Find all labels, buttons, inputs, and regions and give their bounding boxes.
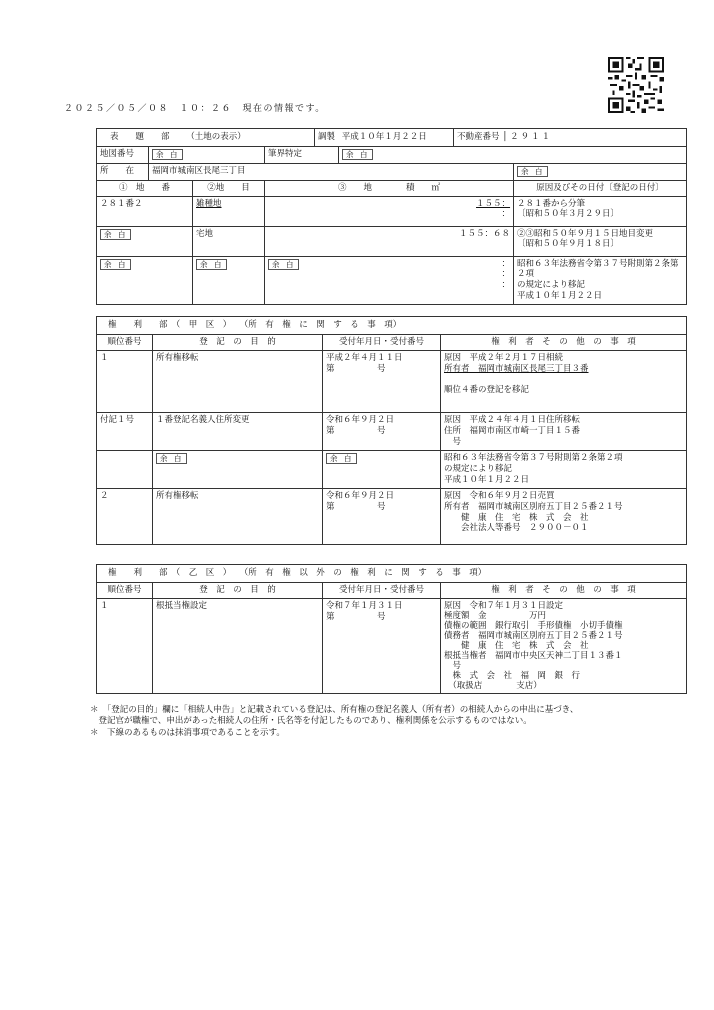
qr-code	[608, 57, 664, 113]
kouku-row2-mokuteki: １番登記名義人住所変更	[153, 412, 323, 450]
row2-chimoku: 宅地	[193, 226, 265, 256]
kouku-row4-uketsuke: 令和６年９月２日 第 号	[323, 488, 441, 544]
footnote-1b: 登記官が職権で、申出があった相続人の住所・氏名等を付記したものであり、権利関係を公示するものではない。	[90, 716, 532, 727]
row2-genin: ②③昭和５０年９月１５日地目変更 〔昭和５０年９月１８日〕	[514, 226, 687, 256]
kouku-row4-mokuteki: 所有権移転	[153, 488, 323, 544]
footnote-2: ＊ 下線のあるものは抹消事項であることを示す。	[90, 727, 285, 738]
hikkai-label: 筆界特定	[265, 146, 339, 163]
kouku-row3-mokuteki: 余 白	[153, 450, 323, 488]
kouku-row2-kenrisha: 原因 平成２４年４月１日住所移転 住所 福岡市南区市崎一丁目１５番 号	[441, 412, 687, 450]
kouku-col-mokuteki: 登 記 の 目 的	[153, 334, 323, 350]
otsuku-row1-mokuteki: 根抵当権設定	[153, 598, 323, 693]
chosei-cell: 調製 平成１０年１月２２日	[315, 129, 454, 147]
col-chimoku: ②地 目	[193, 180, 265, 196]
row3-chiban: 余 白	[97, 256, 193, 305]
kouku-section-table	[96, 316, 687, 545]
col-chiban: ① 地 番	[97, 180, 193, 196]
col-chiseki: ③ 地 積 ㎡	[265, 180, 514, 196]
kouku-row2-uketsuke: 令和６年９月２日 第 号	[323, 412, 441, 450]
kouku-col-uketsuke: 受付年月日・受付番号	[323, 334, 441, 350]
row1-chimoku: 雑種地	[193, 196, 265, 226]
otsuku-section-table	[96, 564, 687, 694]
otsuku-col-kenrisha: 権 利 者 そ の 他 の 事 項	[441, 582, 687, 598]
kouku-row3-uketsuke: 余 白	[323, 450, 441, 488]
otsuku-row1-uketsuke: 令和７年１月３１日 第 号	[323, 598, 441, 693]
kouku-row3-junni	[97, 450, 153, 488]
shozai-label: 所 在	[97, 163, 149, 180]
row3-genin: 昭和６３年法務省令第３７号附則第２条第２項 の規定により移記 平成１０年１月２２日	[514, 256, 687, 305]
kouku-row4-junni: ２	[97, 488, 153, 544]
otsuku-col-uketsuke: 受付年月日・受付番号	[323, 582, 441, 598]
fudosan-number-cell: 不動産番号 │ ２９１１	[454, 129, 687, 147]
kouku-row1-kenrisha: 原因 平成２年２月１７日相続 所有者 福岡市城南区長尾三丁目３番 順位４番の登記を移記	[441, 350, 687, 412]
otsuku-row1-kenrisha: 原因 令和７年１月３１日設定 極度額 金 万円 債権の範囲 銀行取引 手形債権 小切手債権 債務者 福岡市城南区別府五丁目２５番２１号 健 康 住 宅 株 式 会 社 根抵当権者 福岡市中央区天神二丁目１３番１ 号 株 式 会 社 福 岡 銀 行 （取扱店 支店）	[441, 598, 687, 693]
otsuku-header: 権 利 部 （ 乙 区 ） （所 有 権 以 外 の 権 利 に 関 す る 事 項）	[97, 565, 687, 583]
kouku-row3-kenrisha: 昭和６３年法務省令第３７号附則第２条第２項 の規定により移記 平成１０年１月２２日	[441, 450, 687, 488]
row1-chiseki: １５５： ：	[265, 196, 514, 226]
title-section-header: 表 題 部 （土地の表示）	[97, 129, 315, 147]
otsuku-row1-junni: １	[97, 598, 153, 693]
kouku-col-kenrisha: 権 利 者 そ の 他 の 事 項	[441, 334, 687, 350]
otsuku-col-mokuteki: 登 記 の 目 的	[153, 582, 323, 598]
footnote-1a: ＊ 「登記の目的」欄に「相続人申告」と記載されている登記は、所有権の登記名義人（所有者）の相続人からの申出に基づき、	[90, 705, 579, 715]
row3-chimoku: 余 白	[193, 256, 265, 305]
kouku-row1-uketsuke: 平成２年４月１１日 第 号	[323, 350, 441, 412]
row1-chiban: ２８１番２	[97, 196, 193, 226]
kouku-row1-mokuteki: 所有権移転	[153, 350, 323, 412]
kouku-row2-junni: 付記１号	[97, 412, 153, 450]
shozai-value: 福岡市城南区長尾三丁目	[149, 163, 514, 180]
chizu-value: 余 白	[149, 146, 265, 163]
otsuku-col-junni: 順位番号	[97, 582, 153, 598]
row3-chiseki: 余 白 ： ： ：	[265, 256, 514, 305]
current-info-timestamp: ２０２５／０５／０８ １０：２６ 現在の情報です。	[64, 104, 326, 114]
hikkai-value: 余 白	[339, 146, 687, 163]
chizu-label: 地図番号	[97, 146, 149, 163]
kouku-row4-kenrisha: 原因 令和６年９月２日売買 所有者 福岡市城南区別府五丁目２５番２１号 健 康 住 宅 株 式 会 社 会社法人等番号 ２９００－０１	[441, 488, 687, 544]
kouku-row1-junni: １	[97, 350, 153, 412]
row2-chiban: 余 白	[97, 226, 193, 256]
shozai-date: 余 白	[514, 163, 687, 180]
row1-genin: ２８１番から分筆 〔昭和５０年３月２９日〕	[514, 196, 687, 226]
footnotes	[90, 705, 690, 739]
row2-chiseki: １５５：６８	[265, 226, 514, 256]
kouku-col-junni: 順位番号	[97, 334, 153, 350]
title-section-table	[96, 128, 687, 305]
col-genin: 原因及びその日付〔登記の日付〕	[514, 180, 687, 196]
kouku-header: 権 利 部 （ 甲 区 ） （所 有 権 に 関 す る 事 項）	[97, 317, 687, 335]
